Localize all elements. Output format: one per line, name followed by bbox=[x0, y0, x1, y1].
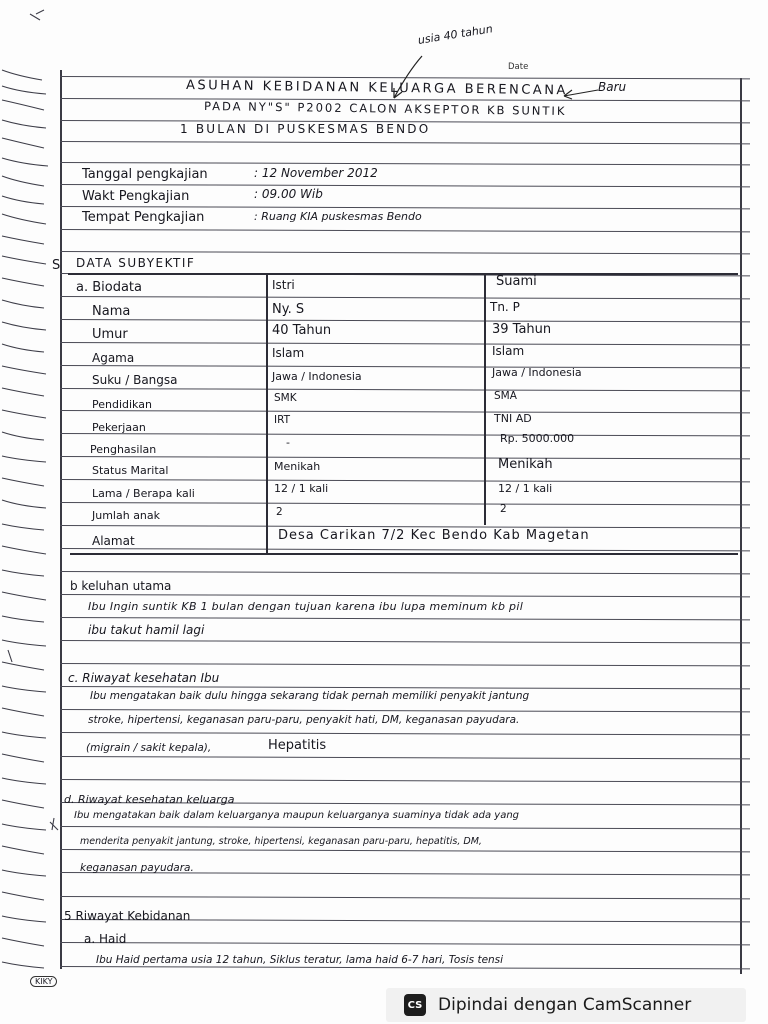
age-annotation: usia 40 tahun bbox=[416, 22, 494, 47]
table-row-suami: SMA bbox=[494, 390, 517, 402]
table-row-istri: Jawa / Indonesia bbox=[272, 370, 362, 383]
column-header-istri: Istri bbox=[272, 278, 295, 292]
riwayat-ibu-title: c. Riwayat kesehatan Ibu bbox=[68, 671, 220, 685]
pengkajian-value: : 09.00 Wib bbox=[254, 187, 323, 201]
table-row-suami: Menikah bbox=[498, 457, 553, 472]
riwayat-keluarga-title: d. Riwayat kesehatan keluarga bbox=[64, 793, 235, 806]
table-row-field: Penghasilan bbox=[90, 443, 157, 456]
keluhan-line: ibu takut hamil lagi bbox=[88, 623, 205, 637]
riwayat-ibu-line: Ibu mengatakan baik dulu hingga sekarang tidak pernah memiliki penyakit jantung bbox=[90, 690, 530, 702]
corner-label: KIKY bbox=[30, 976, 57, 987]
table-row-suami: Rp. 5000.000 bbox=[500, 432, 575, 445]
table-row-istri: 12 / 1 kali bbox=[274, 482, 329, 495]
table-row-istri: Islam bbox=[272, 346, 305, 360]
table-row-field: Nama bbox=[92, 304, 131, 319]
table-row-field: Pendidikan bbox=[92, 398, 152, 411]
riwayat-keluarga-line: Ibu mengatakan baik dalam keluarganya maupun keluarganya suaminya tidak ada yang bbox=[74, 810, 520, 821]
keluhan-title: b keluhan utama bbox=[70, 579, 172, 593]
notebook-spiral-binding bbox=[0, 0, 60, 1024]
table-row-field: Umur bbox=[92, 327, 128, 342]
annotation-arrow-icon bbox=[388, 54, 428, 104]
biodata-label: a. Biodata bbox=[76, 280, 142, 295]
riwayat-keluarga-line: keganasan payudara. bbox=[80, 862, 194, 874]
camscanner-badge bbox=[386, 988, 746, 1022]
riwayat-ibu-hepatitis: Hepatitis bbox=[268, 738, 327, 753]
table-row-suami: 2 bbox=[500, 503, 507, 515]
date-label: Date bbox=[508, 62, 529, 72]
table-row-suami: Tn. P bbox=[490, 300, 520, 314]
right-margin-line bbox=[740, 78, 742, 974]
camscanner-logo-icon: CS bbox=[404, 994, 426, 1016]
baru-arrow-icon bbox=[560, 86, 600, 100]
pengkajian-value: : 12 November 2012 bbox=[254, 166, 378, 180]
table-row-field: Suku / Bangsa bbox=[92, 373, 178, 387]
riwayat-kebidanan-title: 5 Riwayat Kebidanan bbox=[64, 909, 191, 923]
section-s-title: DATA SUBYEKTIF bbox=[76, 256, 196, 270]
camscanner-text: Dipindai dengan CamScanner bbox=[438, 995, 692, 1015]
riwayat-kebidanan-line: Ibu Haid pertama usia 12 tahun, Siklus teratur, lama haid 6-7 hari, Tosis tensi bbox=[96, 954, 504, 966]
pengkajian-label: Tanggal pengkajian bbox=[82, 167, 208, 182]
riwayat-keluarga-line: menderita penyakit jantung, stroke, hipertensi, keganasan paru-paru, hepatitis, DM, bbox=[80, 836, 482, 847]
table-row-field: Jumlah anak bbox=[92, 509, 161, 522]
keluhan-line: Ibu Ingin suntik KB 1 bulan dengan tujuan karena ibu lupa meminum kb pil bbox=[88, 600, 524, 613]
table-row-field: Pekerjaan bbox=[92, 421, 146, 434]
section-s-label: S bbox=[52, 258, 61, 273]
alamat-label: Alamat bbox=[92, 534, 135, 548]
table-row-istri: 40 Tahun bbox=[272, 323, 332, 338]
title-baru-annotation: Baru bbox=[598, 80, 627, 94]
table-row-istri: 2 bbox=[276, 506, 283, 518]
table-row-istri: SMK bbox=[274, 392, 297, 404]
column-header-suami: Suami bbox=[496, 274, 537, 289]
table-row-suami: 39 Tahun bbox=[492, 322, 552, 337]
pengkajian-label: Wakt Pengkajian bbox=[82, 189, 190, 204]
riwayat-ibu-line: stroke, hipertensi, keganasan paru-paru, penyakit hati, DM, keganasan payudara. bbox=[88, 714, 520, 726]
table-row-istri: Menikah bbox=[274, 460, 321, 473]
table-row-suami: 12 / 1 kali bbox=[498, 482, 553, 495]
left-margin-line bbox=[60, 70, 62, 969]
table-row-field: Lama / Berapa kali bbox=[92, 487, 195, 500]
pengkajian-value: : Ruang KIA puskesmas Bendo bbox=[254, 210, 422, 223]
table-row-istri: IRT bbox=[274, 414, 291, 426]
page-title-line-2: PADA NY"S" P2002 CALON AKSEPTOR KB SUNTIK bbox=[203, 99, 567, 119]
pengkajian-label: Tempat Pengkajian bbox=[82, 210, 205, 225]
table-row-suami: Islam bbox=[492, 344, 525, 358]
page-title-line-3: 1 BULAN DI PUSKESMAS BENDO bbox=[180, 122, 431, 136]
table-row-istri: - bbox=[286, 436, 290, 449]
table-row-istri: Ny. S bbox=[272, 302, 305, 317]
table-row-field: Status Marital bbox=[92, 464, 169, 477]
table-row-suami: Jawa / Indonesia bbox=[492, 366, 582, 379]
alamat-value: Desa Carikan 7/2 Kec Bendo Kab Magetan bbox=[278, 528, 590, 543]
table-row-field: Agama bbox=[92, 351, 135, 365]
riwayat-ibu-line: (migrain / sakit kepala), bbox=[86, 742, 212, 754]
table-row-suami: TNI AD bbox=[494, 412, 532, 425]
riwayat-kebidanan-sub: a. Haid bbox=[84, 932, 127, 946]
page-title-line-1: ASUHAN KEBIDANAN KELUARGA BERENCANA bbox=[185, 78, 568, 99]
